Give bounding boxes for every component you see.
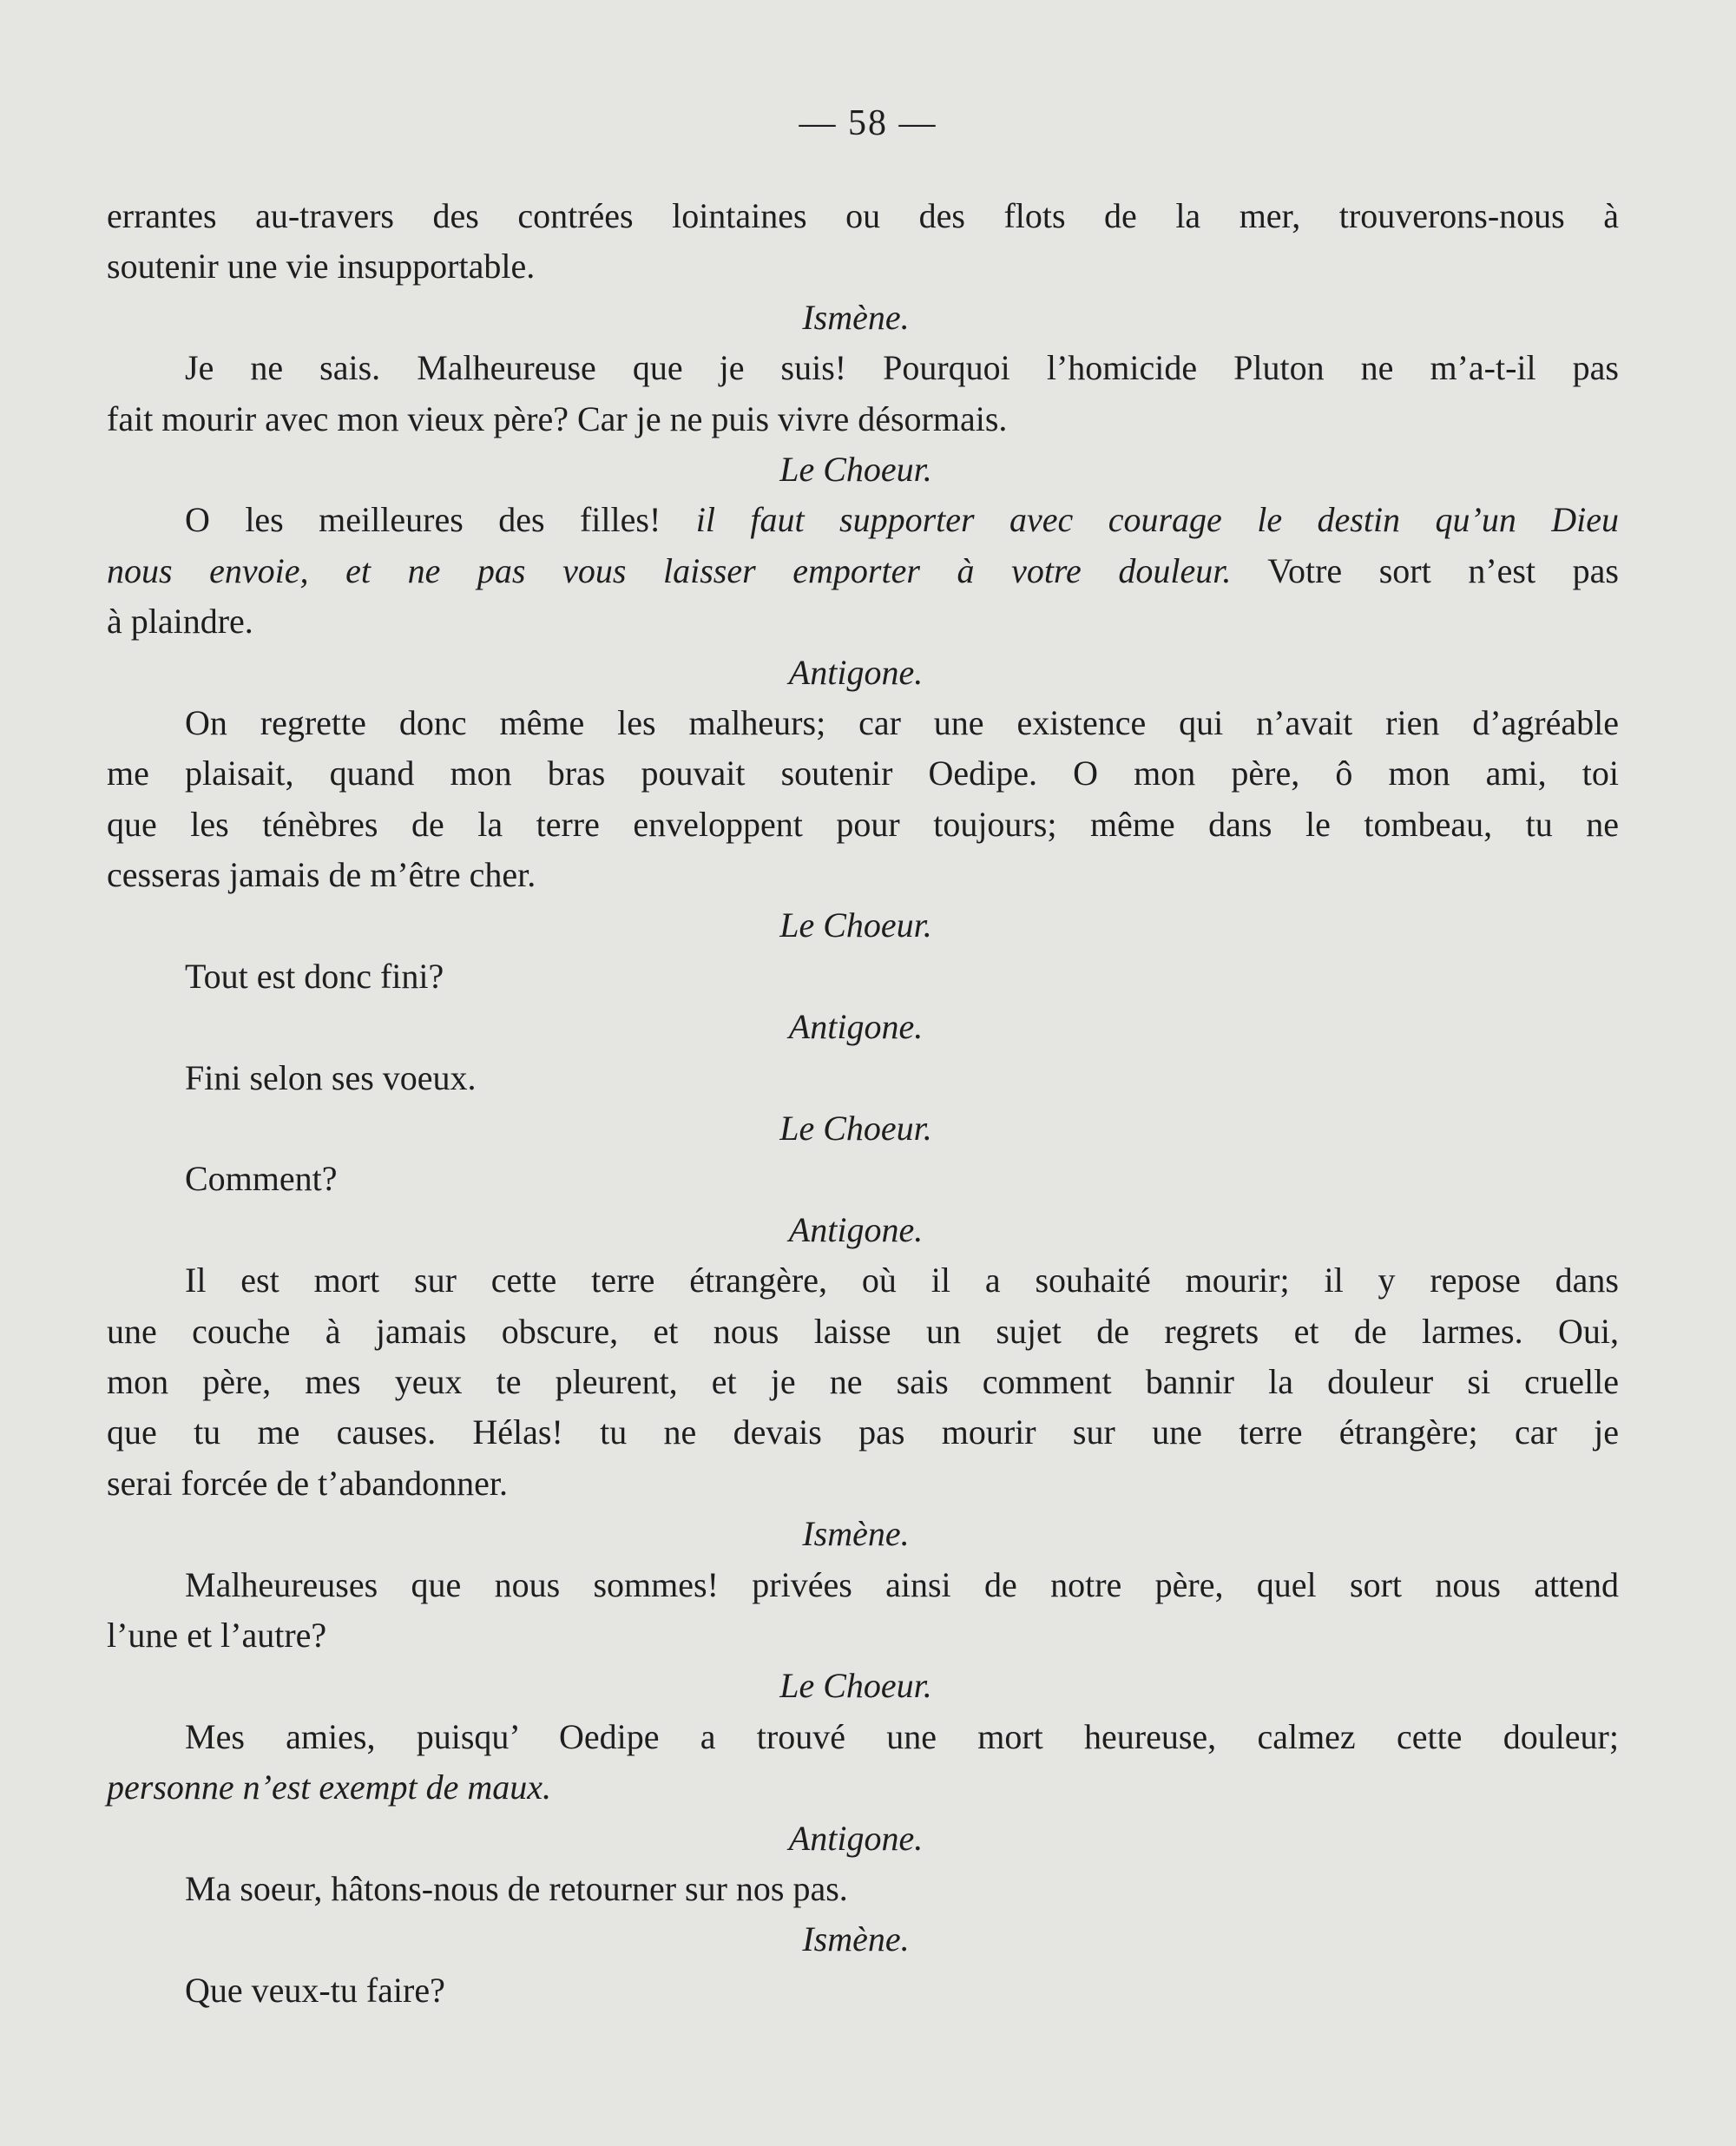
speaker-name [107, 1103, 1619, 1154]
text-line [107, 698, 1619, 748]
text-line [107, 394, 1619, 444]
text-line [107, 850, 1619, 900]
speaker-name [107, 1205, 1619, 1255]
text-line [107, 1307, 1619, 1357]
speaker-name [107, 648, 1619, 698]
italic-text: Antigone. [788, 652, 924, 692]
speaker-name [107, 900, 1619, 951]
text-line [107, 1610, 1619, 1661]
text-segment: Mes amies, puisqu’ Oedipe a trouvé une mort heureuse, calmez cette douleur; [185, 1716, 1619, 1756]
text-segment: Ma soeur, hâtons-nous de retourner sur nos pas. [185, 1868, 848, 1908]
speaker-name [107, 1914, 1619, 1965]
italic-text: Antigone. [788, 1818, 924, 1858]
speaker-name [107, 293, 1619, 343]
italic-text: nous envoie, et ne pas vous laisser emporter à votre douleur. [107, 550, 1232, 590]
italic-text: il faut supporter avec courage le destin qu’un Dieu [695, 500, 1619, 540]
text-segment: soutenir une vie insupportable. [107, 247, 536, 286]
text-segment: me plaisait, quand mon bras pouvait soutenir Oedipe. O mon père, ô mon ami, toi [107, 754, 1619, 793]
text-line [107, 596, 1619, 647]
italic-text: personne n’est exempt de maux. [107, 1767, 552, 1807]
italic-text: Le Choeur. [779, 905, 932, 945]
text-line [107, 495, 1619, 545]
speaker-name [107, 444, 1619, 495]
text-line [107, 1458, 1619, 1509]
text-segment: Que veux-tu faire? [185, 1970, 445, 2010]
text-segment: Tout est donc fini? [185, 956, 444, 996]
text-segment: fait mourir avec mon vieux père? Car je ne puis vivre désormais. [107, 398, 1008, 438]
text-line [107, 1560, 1619, 1610]
italic-text: Le Choeur. [779, 1109, 932, 1149]
body-text [107, 191, 1619, 2016]
italic-text: Le Choeur. [779, 1666, 932, 1706]
text-line [107, 343, 1619, 393]
text-line [107, 800, 1619, 850]
text-segment: Fini selon ses voeux. [185, 1057, 477, 1097]
text-line [107, 1154, 1619, 1204]
speaker-name [107, 1509, 1619, 1559]
text-segment: serai forcée de t’abandonner. [107, 1463, 508, 1503]
text-line [107, 1864, 1619, 1914]
italic-text: Ismène. [802, 297, 910, 337]
text-line [107, 1407, 1619, 1458]
text-segment: O les meilleures des filles! [185, 500, 696, 540]
text-segment: Je ne sais. Malheureuse que je suis! Pourquoi l’homicide Pluton ne m’a-t-il pas [185, 348, 1619, 388]
text-line [107, 748, 1619, 799]
text-line [107, 1053, 1619, 1103]
text-segment: errantes au-travers des contrées lointaines ou des flots de la mer, trouverons-nous à [107, 196, 1619, 235]
italic-text: Ismène. [802, 1919, 910, 1959]
text-line [107, 1712, 1619, 1762]
text-segment: Il est mort sur cette terre étrangère, où il a souhaité mourir; il y repose dans [185, 1261, 1619, 1300]
text-segment: que tu me causes. Hélas! tu ne devais pas mourir sur une terre étrangère; car je [107, 1412, 1619, 1452]
speaker-name [107, 1002, 1619, 1052]
text-line [107, 1762, 1619, 1813]
italic-text: Le Choeur. [779, 449, 932, 489]
text-segment: Malheureuses que nous sommes! privées ainsi de notre père, quel sort nous attend [185, 1564, 1619, 1604]
text-line [107, 1965, 1619, 2016]
text-line [107, 1357, 1619, 1407]
text-line [107, 241, 1619, 292]
text-segment: une couche à jamais obscure, et nous laisse un sujet de regrets et de larmes. Oui, [107, 1311, 1619, 1351]
page-number: — 58 — [799, 103, 937, 143]
text-segment: mon père, mes yeux te pleurent, et je ne sais comment bannir la douleur si cruelle [107, 1361, 1619, 1401]
text-line [107, 546, 1619, 596]
italic-text: Ismène. [802, 1514, 910, 1554]
text-segment: On regrette donc même les malheurs; car une existence qui n’avait rien d’agréable [185, 702, 1619, 742]
italic-text: Antigone. [788, 1007, 924, 1047]
speaker-name [107, 1814, 1619, 1864]
text-segment: que les ténèbres de la terre enveloppent pour toujours; même dans le tombeau, tu ne [107, 804, 1619, 844]
speaker-name [107, 1661, 1619, 1711]
text-segment: l’une et l’autre? [107, 1615, 327, 1655]
text-segment: cesseras jamais de m’être cher. [107, 855, 536, 895]
text-line [107, 1255, 1619, 1306]
italic-text: Antigone. [788, 1209, 924, 1249]
text-segment: Votre sort n’est pas [1231, 550, 1619, 590]
text-segment: à plaindre. [107, 602, 253, 642]
text-line [107, 951, 1619, 1002]
text-line [107, 191, 1619, 241]
text-segment: Comment? [185, 1159, 338, 1199]
